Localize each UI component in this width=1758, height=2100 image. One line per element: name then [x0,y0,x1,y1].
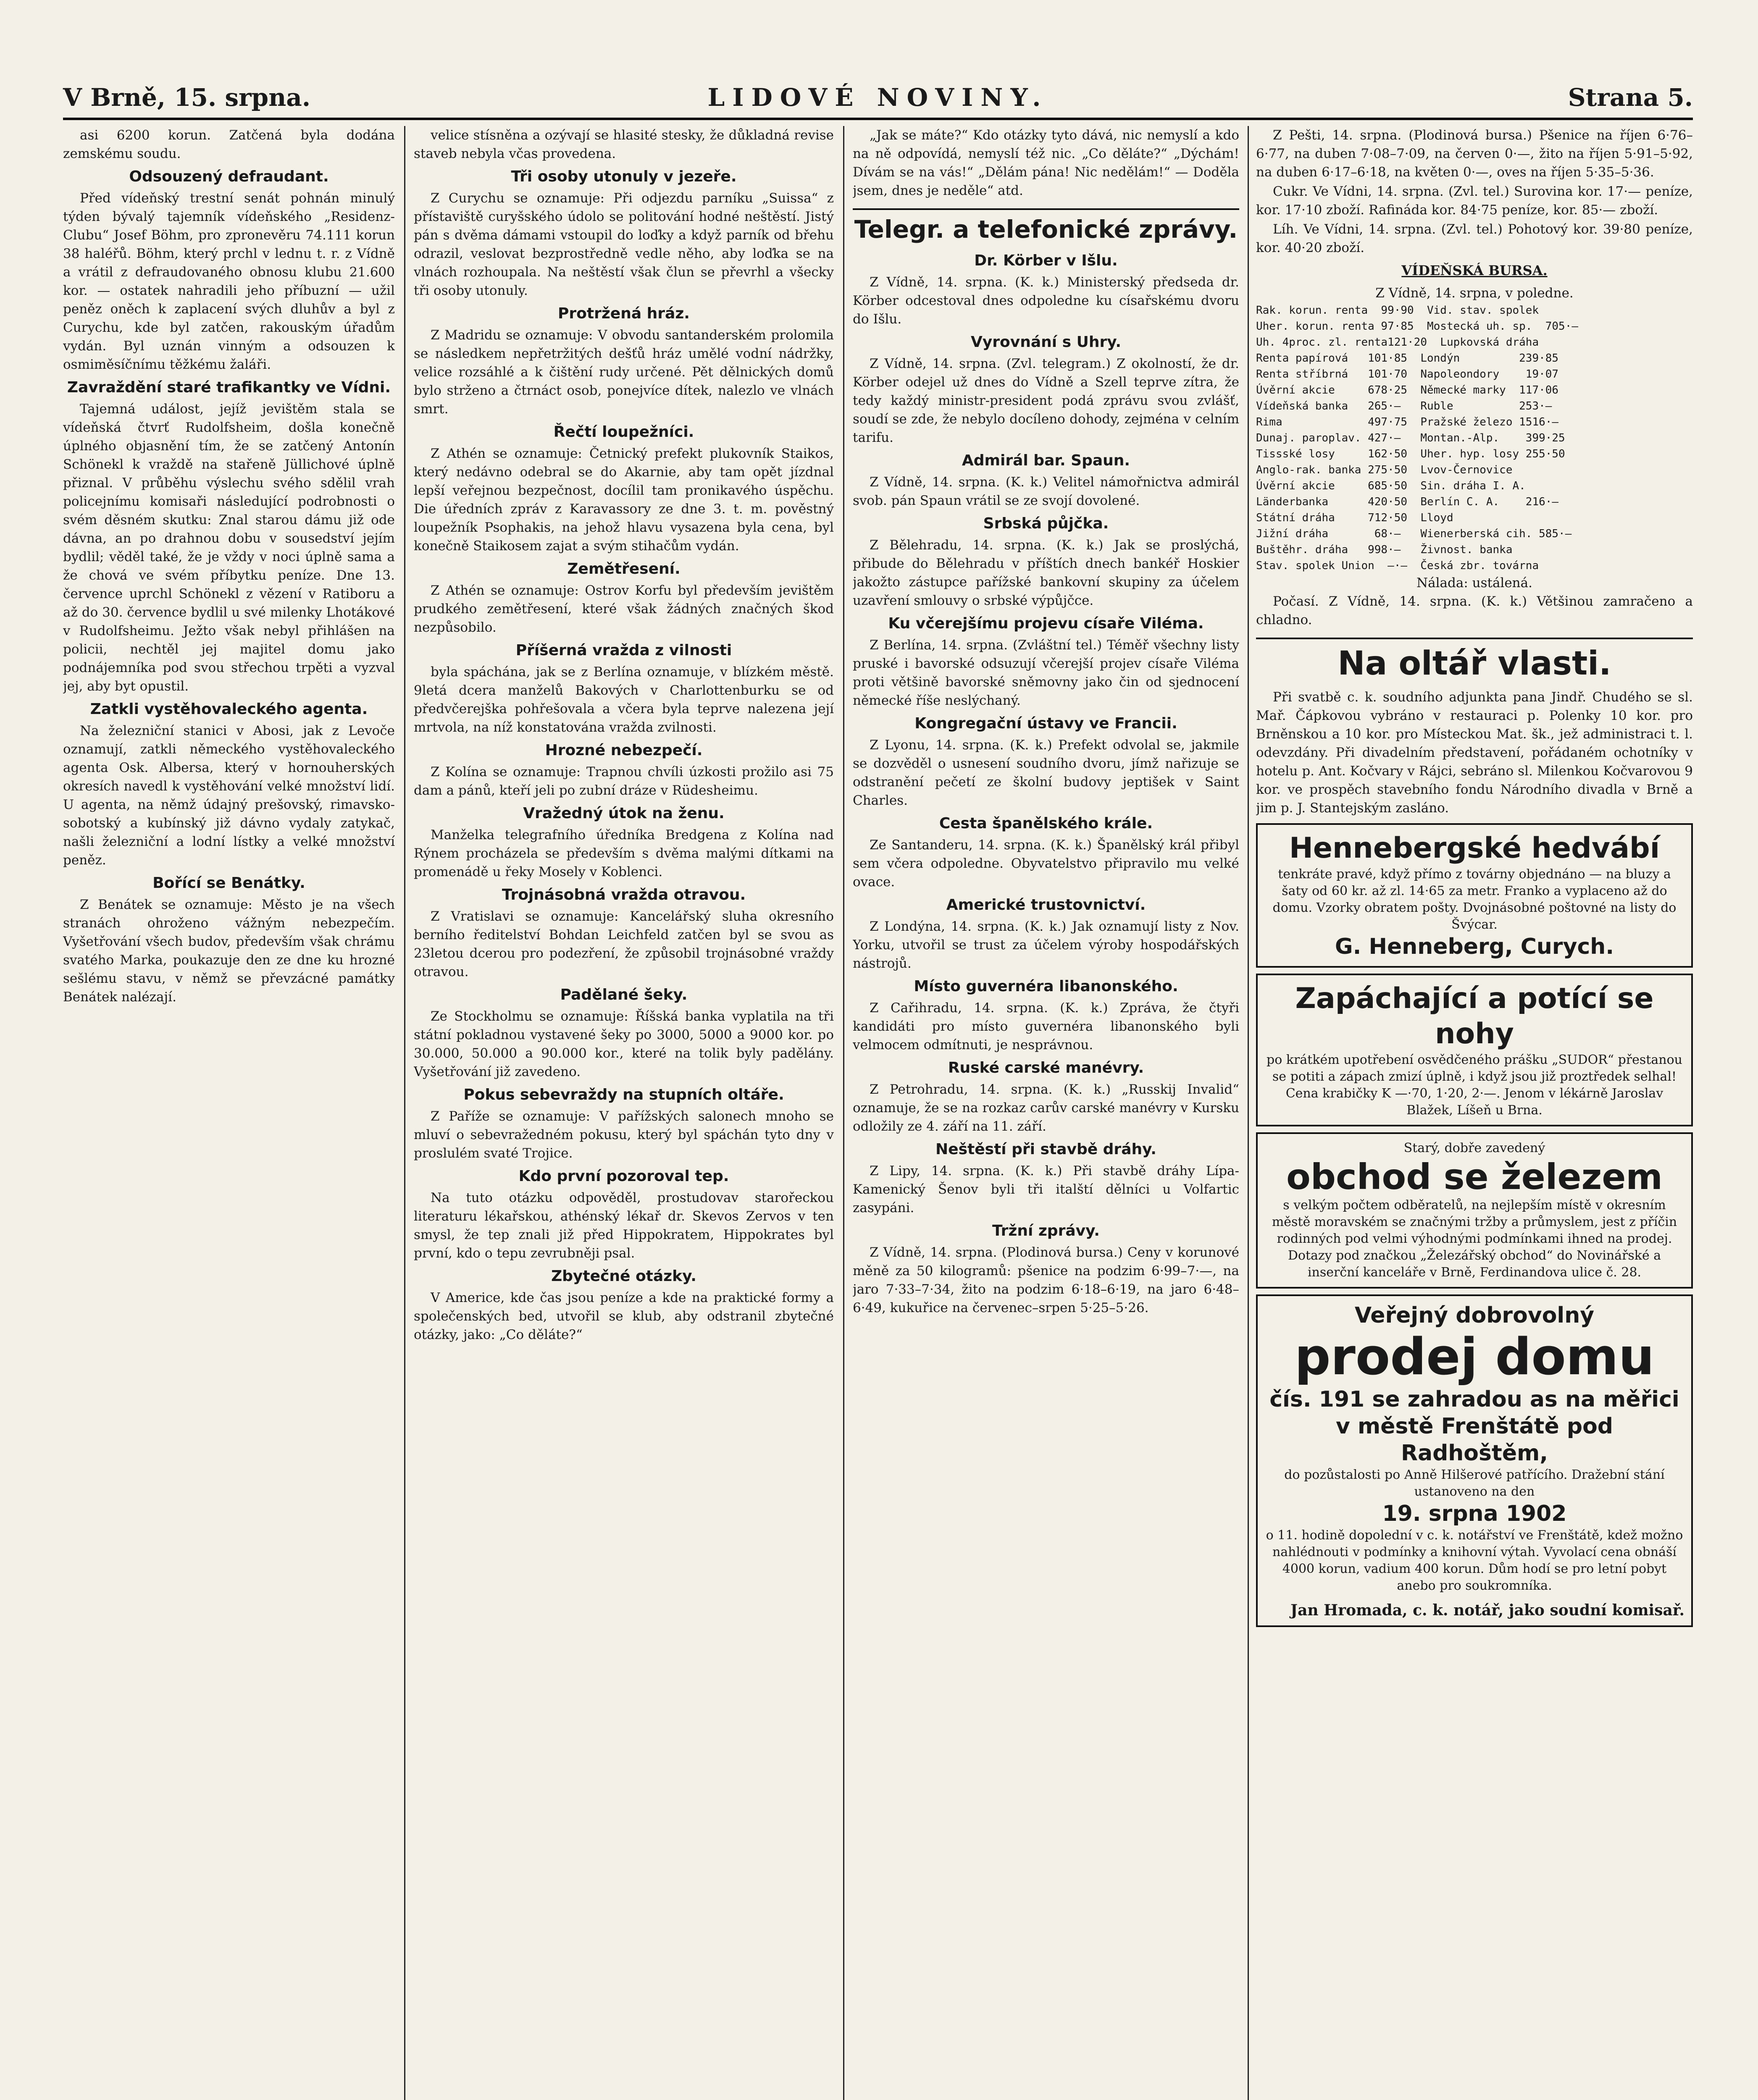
article-title: Zatkli vystěhovaleckého agenta. [90,701,368,718]
advert-henneberg [1256,823,1693,968]
article-text: byla spáchána, jak se z Berlína oznamuje, v blízkém městě. 9letá dcera manželů Bakových v Charlottenburku se od předvčerejška pohřešovala a včera byla teprve nalezena její mrtvola, na níž konstatována vražda zvilnosti. [414,664,834,735]
article-text: velice stísněna a ozývají se hlasité stesky, že důkladná revise staveb nebyla včas provedena. [414,128,834,161]
column-rule [843,126,844,2100]
oltar-text: Při svatbě c. k. soudního adjunkta pana Jindř. Chudého se sl. Mař. Čápkovou vybráno v restauraci p. Polenky 10 kor. pro Brněnskou a 10 kor. pro Místeckou Mat. šk., jež administraci t. l. odevzdány. Při divadelním představení, pořádaném ochotníky v hotelu p. Ant. Kočvary v Rájci, sebráno sl. Milenkou Kočvarovou 9 kor. ve prospěch stavebního fondu Národního divadla v Brně a jim p. J. Stantejským zasláno. [1256,690,1693,816]
market-report: Z Pešti, 14. srpna. (Plodinová bursa.) Pšenice na říjen 6·76–6·77, na duben 7·08–7·09, na červen 0·—, žito na říjen 5·91–5·92, na duben 6·17–6·18, na květen 0·—, oves na říjen 5·35–5·36. [1256,128,1693,180]
article-text: Z Madridu se oznamuje: V obvodu santanderském prolomila se následkem nepřetržitých dešťů hráz umělé vodní nádržky, velice rozsáhlé a k čištění rudy určené. Pět dělnických domů bylo strženo a čtrnáct osob, ponejvíce dítek, nalezlo ve vlnách smrt. [414,328,834,417]
advert-rest: o 11. hodině dopolední v c. k. notářství ve Frenštátě, kdež možno nahlédnouti v podmínky a knihovní výtah. Vyvolací cena obnáší 4000 korun, vadium 400 korun. Dům hodí se pro letní pobyt anebo pro soukromníka. [1266,1528,1683,1593]
article-title: Kdo první pozoroval tep. [518,1168,729,1185]
article-title: Protržená hráz. [558,305,690,322]
article-text: Tajemná událost, jejíž jevištěm stala se vídeňská čtvrť Rudolfsheim, došla konečně úplného objasnění tím, že se zatčený Antonín Schönekl k vraždě na stařeně Jüllichové úplně přiznal. V průběhu výslechu svého sdělil vrah policejnímu komisaři následující podrobnosti o svém děsném skutku: Znal starou dámu již ode dávna, an po drahnou dobu v sousedství jejím bydlil; věděl také, že je vždy v noci úplně sama a že chová ve svém příbytku peníze. Dne 13. července uprchl Schönekl z vězení v Ratiboru a až do 30. července bydlil u své milenky Lhotákové v Rudolfsheimu. Ježto však nebyl přihlášen na policii, nechtěl jej majitel domu jako podnájemníka pod svou střechou trpěti a vyzval jej, aby byt opustil. [63,402,395,694]
advert-title: Zapáchající a potící se nohy [1295,982,1654,1050]
telegram-title: Americké trustovnictví. [946,896,1146,914]
article-text: Z Athén se oznamuje: Ostrov Korfu byl především jevištěm prudkého zemětřesení, které však žádných značných škod nezpůsobilo. [414,583,834,635]
telegram-text: Z Cařihradu, 14. srpna. (K. k.) Zpráva, že čtyři kandidáti pro místo guvernéra libanonského byli velmocem odmítnuti, je nesprávnou. [853,1000,1239,1053]
advert-signature: Jan Hromada, c. k. notář, jako soudní komisař. [1290,1601,1684,1619]
advert-date: 19. srpna 1902 [1382,1501,1567,1526]
advert-contact: Dotazy pod značkou „Železářský obchod“ do Novinářské a inserční kanceláře v Brně, Ferdinandova ulice č. 28. [1288,1248,1661,1280]
bursa-row: Úvěrní akcie 678·25 Německé marky 117·06 [1256,384,1559,396]
bursa-row: Renta stříbrná 101·70 Napoleondory 19·07 [1256,368,1559,381]
article-title: Trojnásobná vražda otravou. [502,886,746,903]
article-title: Zbytečné otázky. [551,1268,696,1285]
telegram-title: Kongregační ústavy ve Francii. [914,715,1177,732]
bursa-row: Buštěhr. dráha 998·— Živnost. banka [1256,543,1513,556]
article-text: Manželka telegrafního úředníka Bredgena z Kolína nad Rýnem procházela se především s dvěma malými dítkami na promenádě u řeky Mosely v Koblenci. [414,827,834,879]
article-title: Hrozné nebezpečí. [545,742,703,759]
bursa-row: Rima 497·75 Pražské železo 1516·— [1256,416,1559,428]
advert-title: obchod se železem [1286,1156,1663,1197]
telegram-text: Z Vídně, 14. srpna. (Plodinová bursa.) Ceny v korunové měně za 50 kilogramů: pšenice na podzim 6·99–7·—, na jaro 7·33–7·34, žito na podzim 6·18–6·19, na jaro 6·48–6·49, kukuřice na červenec–srpen 5·25–5·26. [853,1245,1239,1315]
telegram-title: Ruské carské manévry. [948,1059,1144,1076]
telegram-text: Z Londýna, 14. srpna. (K. k.) Jak oznamují listy z Nov. Yorku, utvořil se trust za účelem výroby hospodářských nástrojů. [853,919,1239,971]
bursa-row: Renta papírová 101·85 Londýn 239·85 [1256,352,1559,365]
advert-sudor [1256,974,1693,1126]
column-4 [1256,126,1693,2100]
telegram-text: Z Vídně, 14. srpna. (K. k.) Velitel námořnictva admirál svob. pán Spaun vrátil se ze svojí dovolené. [853,475,1239,508]
article-title: Zavraždění staré trafikantky ve Vídni. [67,379,391,396]
telegram-text: Z Vídně, 14. srpna. (Zvl. telegram.) Z okolností, že dr. Körber odejel už dnes do Vídně a Szell teprve zítra, že tedy každý ministr-president podá zprávu svou zvlášť, soudí se zde, že nebylo docíleno dohody, zejména v celním tarifu. [853,356,1239,445]
advert-brand: G. Henneberg, Curych. [1335,934,1614,959]
weather-report: Počasí. Z Vídně, 14. srpna. (K. k.) Většinou zamračeno a chladno. [1256,594,1693,627]
telegram-title: Neštěstí při stavbě dráhy. [935,1141,1156,1158]
advert-text: s velkým počtem odběratelů, na nejlepším místě v okresním městě moravském se značnými tržby a průmyslem, jest z příčin rodinných pod velmi výhodnými podmínkami ihned na prodej. [1272,1198,1677,1246]
header-date: V Brně, 15. srpna. [63,83,311,112]
column-rule [1248,126,1249,2100]
column-rule [404,126,405,2100]
telegram-title: Dr. Körber v Išlu. [974,252,1118,269]
advert-text: tenkráte pravé, když přímo z továrny objednáno — na bluzy a šaty od 60 kr. až zl. 14·65 za metr. Franko a vyplaceno až do domu. Vzorky obratem pošty. Dvojnásobné poštovné na listy do Švýcar. [1272,867,1677,932]
masthead-title: LIDOVÉ NOVINY. [707,83,1048,112]
page-number: Strana 5. [1568,83,1693,112]
telegram-title: Vyrovnání s Uhry. [970,333,1122,351]
article-text: „Jak se máte?“ Kdo otázky tyto dává, nic nemyslí a kdo na ně odpovídá, nemyslí též nic. „Co děláte?“ „Dýchám! Dívám se na vás!“ „Dělám pána! Nic nedělám!“ — Doděla jsem, dnes je neděle“ atd. [853,128,1239,198]
article-text: Z Curychu se oznamuje: Při odjezdu parníku „Suissa“ z přístaviště curyšského údolo se politování hodné neštěstí. Jistý pán s dvěma dámami vstoupil do loďky a když parník od břehu odrazil, veslovat bezprostředně vedle něho, aby loďka se na vlnách rozhoupala. Na neštěstí však člun se převrhl a všecky tři osoby utonuly. [414,191,834,298]
article-title: Příšerná vražda z vilnosti [515,642,732,659]
advert-title: prodej domu [1294,1328,1655,1386]
article-text: Před vídeňský trestní senát pohnán minulý týden bývalý tajemník vídeňského „Residenz-Clubu“ Josef Böhm, pro zpronevěru 74.111 korun 38 haléřů. Böhm, který prchl v lednu t. r. z Vídně a vrátil z defraudovaného obnosu klubu 21.600 kor. — ostatek nahradili jeho příbuzní — užil peněz oněch k zaplacení svých dluhův a byl z Curychu, kde byl zatčen, rakouským úřadům vydán. Byl uznán vinným a odsouzen k osmiměsíčnímu těžkému žaláři. [63,191,395,372]
telegram-title: Místo guvernéra libanonského. [914,978,1178,995]
article-text: V Americe, kde čas jsou peníze a kde na praktické formy a společenských bed, utvořil se klub, aby odstranil zbytečné otázky, jako: „Co děláte?“ [414,1290,834,1342]
oltar-title: Na oltář vlasti. [1256,638,1693,684]
telegram-title: Ku včerejšímu projevu císaře Viléma. [888,615,1204,632]
bursa-row: Uher. korun. renta 97·85 Mostecká uh. sp. 705·— [1256,320,1579,333]
bursa-row: Vídeňská banka 265·— Ruble 253·— [1256,400,1552,412]
article-title: Zemětřesení. [567,560,681,578]
bursa-row: Státní dráha 712·50 Lloyd [1256,512,1453,524]
advert-house-sale [1256,1294,1693,1627]
bursa-note: Nálada: ustálená. [1416,575,1532,591]
bursa-row: Stav. spolek Union —·— Česká zbr. továrna [1256,559,1539,572]
advert-line: čís. 191 se zahradou as na měřici v městě Frenštátě pod Radhoštěm, [1269,1387,1679,1466]
telegram-title: Tržní zprávy. [992,1222,1100,1239]
article-title: Vražedný útok na ženu. [523,805,725,822]
column-1 [63,126,395,2100]
bursa-row: Länderbanka 420·50 Berlín C. A. 216·— [1256,496,1559,508]
article-title: Bořící se Benátky. [152,874,305,892]
article-title: Odsouzený defraudant. [129,168,329,185]
article-text: Z Benátek se oznamuje: Město je na všech stranách ohroženo vážným nebezpečím. Vyšetřování všech budov, především však chrámu svatého Marka, poukazuje den ze dne ku hrozné sešlému stavu, v němž se převzácné památky Benátek nalézají. [63,897,395,1005]
bursa-row: Úvěrní akcie 685·50 Sin. dráha I. A. [1256,480,1526,492]
bursa-row: Anglo-rak. banka 275·50 Lvov-Černovice [1256,464,1513,476]
bursa-row: Uh. 4proc. zl. renta121·20 Lupkovská dráha [1256,336,1539,349]
article-text: Z Athén se oznamuje: Četnický prefekt plukovník Staikos, který nedávno odebral se do Akarnie, aby tam opět jízdnal lepší veřejnou bezpečnost, docílil tam pronikavého úspěchu. Die úředních zpráv z Karavassory ze dne 3. t. m. pověstný loupežník Psophakis, na jehož hlavu vysazena byla cena, byl konečně Staikosem zajat a svým stihačům vydán. [414,446,834,554]
article-title: Pokus sebevraždy na stupních oltáře. [463,1086,784,1103]
telegram-text: Z Lyonu, 14. srpna. (K. k.) Prefekt odvolal se, jakmile se dozvěděl o usnesení soudního dvoru, jímž nařizuje se odstranění pečetí ze školní budovy jeptišek v Saint Charles. [853,738,1239,808]
article-text: Z Kolína se oznamuje: Trapnou chvíli úzkosti prožilo asi 75 dam a pánů, kteří jeli po zubní dráze v Rüdesheimu. [414,764,834,798]
section-title: Telegr. a telefonické zprávy. [853,208,1239,244]
bursa-row: Rak. korun. renta 99·90 Vid. stav. spolek [1256,304,1539,317]
article-text: Z Paříže se oznamuje: V pařížských salonech mnoho se mluví o sebevražedném pokusu, který byl spáchán tyto dny v proslulém svaté Trojice. [414,1109,834,1161]
article-text: Na železniční stanici v Abosi, jak z Levoče oznamují, zatkli německého vystěhovaleckého agenta Osk. Albersa, který v hornouherských okresích navedl k vystěhování velké množství lidí. U agenta, na němž údajný prešovský, rimavsko-sobotský a kubínský již dávno vydaly zatykač, našli železniční a lodní lístky a velké množství peněz. [63,723,395,868]
bursa-title: VÍDEŇSKÁ BURSA. [1401,262,1548,278]
bursa-row: Dunaj. paroplav. 427·— Montan.-Alp. 399·25 [1256,432,1565,444]
column-2 [414,126,834,2100]
telegram-text: Z Bělehradu, 14. srpna. (K. k.) Jak se proslýchá, přibude do Bělehradu v příštích dnech bankéř Hoskier jakožto zástupce pařížské bankovní skupiny za účelem uzavření smlouvy o srbské výpůjčce. [853,538,1239,608]
bursa-table [1256,302,1693,574]
advert-text: po krátkém upotřebení osvědčeného prášku „SUDOR“ přestanou se potiti a zápach zmizí úplně, i když jsou již proztředek selhal! Cena krabičky K —·70, 1·20, 2·—. Jenom v lékárně Jaroslav Blažek, Líšeň u Brna. [1267,1053,1682,1118]
telegram-text: Z Berlína, 14. srpna. (Zvláštní tel.) Téměř všechny listy pruské i bavorské odsuzují včerejší projev císaře Viléma proti většině bavorské sněmovny jako čin od sjednocení německé říše neslýchaný. [853,638,1239,708]
market-report: Cukr. Ve Vídni, 14. srpna. (Zvl. tel.) Surovina kor. 17·— peníze, kor. 17·10 zboží. Rafináda kor. 84·75 peníze, kor. 85·— zboží. [1256,184,1693,218]
article-text: Na tuto otázku odpověděl, prostudovav starořeckou literaturu lékařskou, athénský lékař dr. Skevos Zervos v ten smysl, že tep znali již před Hippokratem, Hippokrates byl první, kdo o tepu zevrubněji psal. [414,1190,834,1261]
article-title: Tři osoby utonuly v jezeře. [511,168,737,185]
article-title: Padělané šeky. [560,986,688,1003]
bursa-row: Jižní dráha 68·— Wienerberská cih. 585·— [1256,528,1572,540]
article-text: Z Vratislavi se oznamuje: Kancelářský sluha okresního berního ředitelství Bohdan Leichfeld zatčen byl se svou as 23letou dcerou pro podezření, že způsobil trojnásobné vraždy otravou. [414,909,834,979]
telegram-text: Ze Santanderu, 14. srpna. (K. k.) Španělský král přibyl sem včera odpoledne. Obyvatelstvo připravilo mu velké ovace. [853,837,1239,890]
bursa-subtitle: Z Vídně, 14. srpna, v poledne. [1375,286,1574,301]
advert-top: Starý, dobře zavedený [1403,1141,1545,1155]
advert-top: Veřejný dobrovolný [1354,1303,1595,1328]
advert-iron-shop [1256,1132,1693,1289]
telegram-title: Srbská půjčka. [983,515,1109,532]
telegram-title: Cesta španělského krále. [939,815,1153,832]
article-title: Řečtí loupežníci. [553,423,694,441]
market-report: Líh. Ve Vídni, 14. srpna. (Zvl. tel.) Pohotový kor. 39·80 peníze, kor. 40·20 zboží. [1256,222,1693,255]
advert-text: do pozůstalosti po Anně Hilšerové patřícího. Dražební stání ustanoveno na den [1284,1467,1665,1499]
telegram-text: Z Petrohradu, 14. srpna. (K. k.) „Russkij Invalid“ oznamuje, že se na rozkaz carův carské manévry v Kursku odložily ze 4. září na 11. září. [853,1082,1239,1134]
column-3 [853,126,1239,2100]
article-text: asi 6200 korun. Zatčená byla dodána zemskému soudu. [63,128,395,161]
telegram-text: Z Lipy, 14. srpna. (K. k.) Při stavbě dráhy Lípa-Kamenický Šenov byli tři italští dělníci u Volfartic zasypáni. [853,1163,1239,1215]
article-text: Ze Stockholmu se oznamuje: Říšská banka vyplatila na tři státní pokladnou vystavené šeky po 3000, 5000 a 9000 kor. po 30.000, 50.000 a 90.000 kor., které na tolik byly padělány. Vyšetřování již zavedeno. [414,1009,834,1079]
advert-title: Hennebergské hedvábí [1289,832,1660,865]
telegram-text: Z Vídně, 14. srpna. (K. k.) Ministerský předseda dr. Körber odcestoval dnes odpoledne ku císařskému dvoru do Išlu. [853,275,1239,327]
telegram-title: Admirál bar. Spaun. [962,452,1130,469]
page-header [63,80,1693,120]
bursa-row: Tissské losy 162·50 Uher. hyp. losy 255·50 [1256,448,1565,460]
